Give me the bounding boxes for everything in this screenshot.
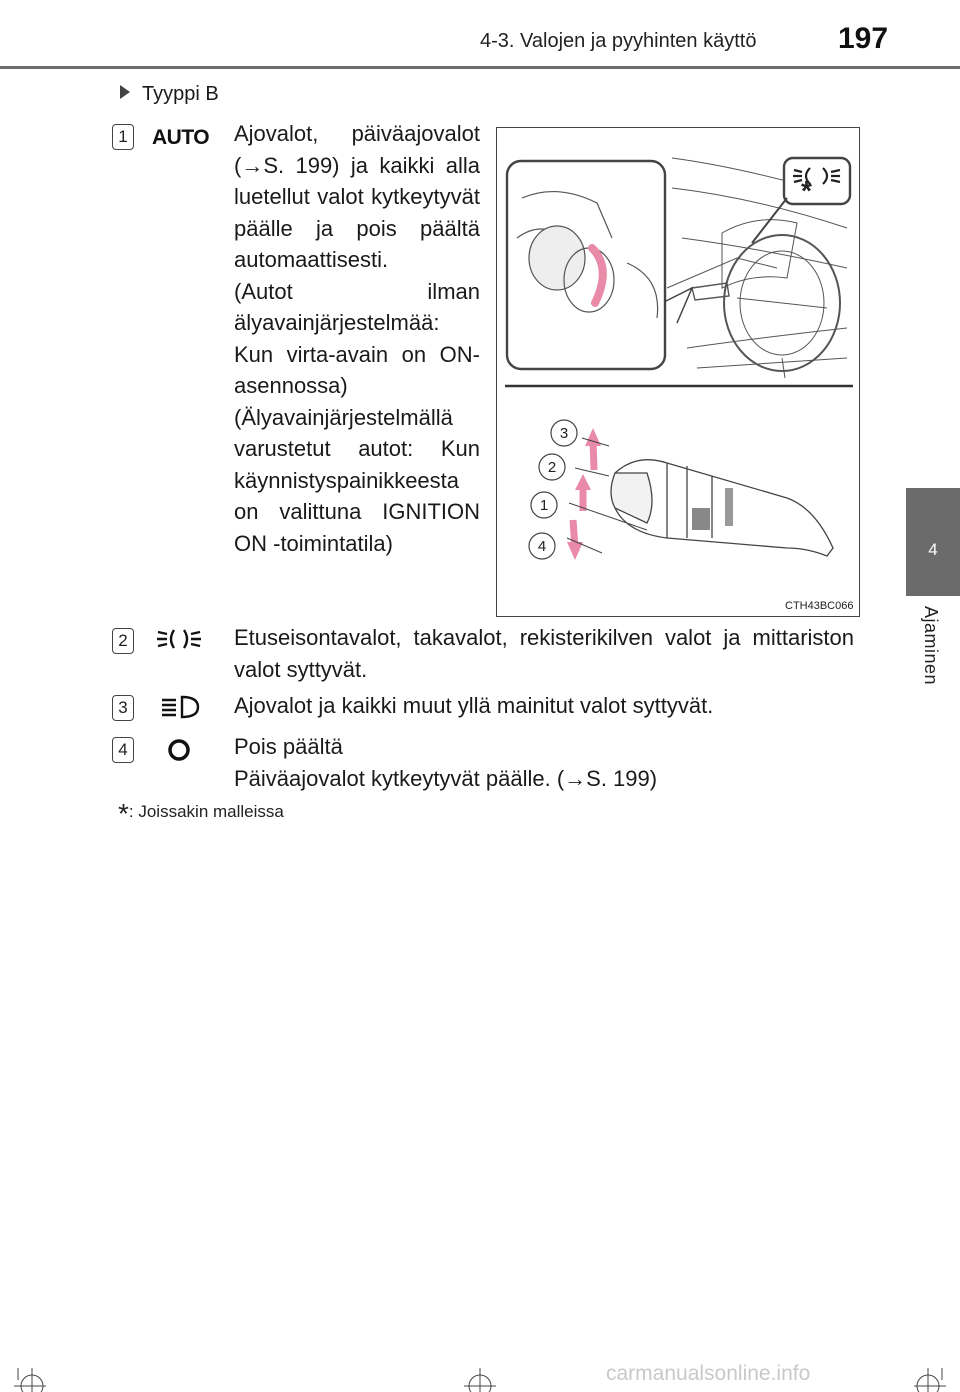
figure-callout: 2 [547, 459, 557, 476]
headlight-icon [158, 692, 202, 722]
item-3-description: Ajovalot ja kaikki muut yllä mainitut valot syttyvät. [234, 693, 714, 718]
item-1-description [234, 118, 480, 559]
section-title: 4-3. Valojen ja pyyhinten käyttö [480, 30, 757, 52]
item-2-description: Etuseisontavalot, takavalot, rekisterikilven valot ja mittariston valot syttyvät. [234, 625, 854, 682]
item-number-badge: 2 [112, 628, 134, 654]
footnote-asterisk: * [118, 798, 129, 829]
item-4-line: Päiväajovalot kytkeytyvät päälle. (→S. 199) [234, 765, 658, 791]
chapter-title-text: Ajaminen [921, 606, 941, 686]
off-icon [166, 736, 192, 764]
item-number-badge: 3 [112, 695, 134, 721]
item-1-paragraph: Ajovalot, päiväajovalot (→S. 199) ja kaikki alla luetellut valot kytkeytyvät päälle ja pois päältä automaattisesti. [234, 121, 480, 272]
chapter-number: 4 [928, 540, 938, 559]
footnote-text: : Joissakin malleissa [128, 802, 284, 821]
triangle-bullet-icon [120, 85, 130, 99]
item-4-description [234, 731, 657, 794]
item-1-paragraph: (Älyavainjärjestelmällä varustetut autot: Kun käynnistyspainikkeesta on valittuna IGNITION ON -toimintatila) [234, 404, 480, 556]
figure-callout: 1 [539, 497, 549, 514]
item-4-line: Pois päältä [234, 734, 343, 759]
position-lights-icon [154, 624, 204, 654]
figure-asterisk: * [801, 175, 812, 206]
item-1-paragraph: (Autot ilman älyavainjärjestelmää: Kun virta-avain on ON-asennossa) [234, 278, 480, 398]
item-number-badge: 4 [112, 737, 134, 763]
figure-callout: 3 [559, 425, 569, 442]
footnote [118, 798, 284, 830]
auto-light-icon: AUTO [152, 126, 210, 149]
type-label: Tyyppi B [142, 83, 219, 105]
item-number-badge: 1 [112, 124, 134, 150]
figure-code: CTH43BC066 [785, 600, 854, 612]
crop-mark-icon [914, 1360, 946, 1392]
light-switch-figure [496, 127, 860, 617]
page-number: 197 [838, 22, 889, 55]
type-heading [120, 83, 219, 106]
header-divider [0, 66, 960, 69]
chapter-title [912, 606, 952, 696]
figure-callout: 4 [537, 538, 547, 555]
crop-mark-icon [14, 1360, 46, 1392]
crop-mark-icon [464, 1360, 496, 1392]
watermark: carmanualsonline.info [606, 1362, 811, 1385]
light-switch-illustration [497, 128, 859, 616]
